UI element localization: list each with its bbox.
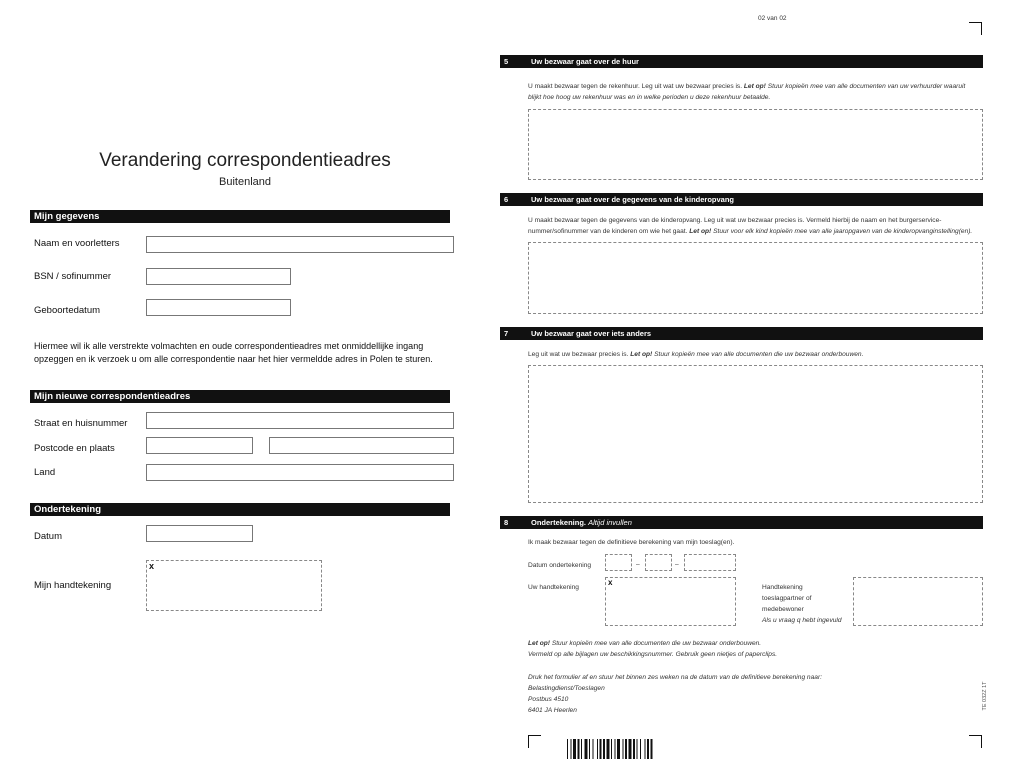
form-code: TE 032Z 1T: [982, 681, 988, 711]
date-separator: –: [675, 561, 679, 568]
postcode-label: Postcode en plaats: [34, 443, 115, 454]
section-7-instructions: Leg uit wat uw bezwaar precies is. Let op! Stuur kopieën mee van alle documenten die uw bezwaar onderbouwen.: [528, 351, 864, 358]
barcode-bar: [573, 739, 576, 759]
authorization-text-line1: Hiermee wil ik alle verstrekte volmachten en oude correspondentieadres met onmiddellijke ingang: [34, 341, 424, 351]
birthdate-field[interactable]: [146, 299, 291, 316]
section-header-nieuw-adres: Mijn nieuwe correspondentieadres: [30, 390, 450, 403]
section-header-ondertekening: Ondertekening: [30, 503, 450, 516]
barcode-bar: [647, 739, 649, 759]
section-7-textarea[interactable]: [528, 365, 983, 503]
barcode-bar: [589, 739, 590, 759]
date-label: Datum: [34, 531, 62, 542]
section-title: Ondertekening. Altijd invullen: [531, 518, 632, 527]
street-field[interactable]: [146, 412, 454, 429]
section-header-5: [500, 55, 983, 68]
authorization-text-line2: opzeggen en ik verzoek u om alle correspondentie naar het hier vermeldde adres in Polen te sturen.: [34, 354, 433, 364]
signing-date-label: Datum ondertekening: [528, 562, 592, 569]
barcode-bar: [611, 739, 612, 759]
barcode-bar: [600, 739, 602, 759]
section-8-intro: Ik maak bezwaar tegen de definitieve berekening van mijn toeslag(en).: [528, 539, 735, 546]
section-header-mijn-gegevens: Mijn gegevens: [30, 210, 450, 223]
country-label: Land: [34, 467, 56, 478]
section-8-note: Let op! Stuur kopieën mee van alle documenten die uw bezwaar onderbouwen. Vermeld op alle bijlagen uw beschikkingsnummer. Gebruik geen nietjes of paperclips.: [528, 640, 778, 658]
barcode-bar: [607, 739, 610, 759]
bsn-label: BSN / sofinummer: [34, 271, 112, 282]
section-title: Uw bezwaar gaat over iets anders: [531, 329, 652, 338]
section-6-textarea[interactable]: [528, 242, 983, 314]
barcode-bar: [597, 739, 598, 759]
postcode-field[interactable]: [146, 437, 253, 454]
partner-signature-field[interactable]: [853, 577, 983, 626]
your-signature-label: Uw handtekening: [528, 584, 579, 591]
barcode-bar: [651, 739, 653, 759]
barcode-bar: [640, 739, 641, 759]
your-signature-field[interactable]: [605, 577, 736, 626]
date-separator: –: [636, 561, 640, 568]
barcode-bar: [633, 739, 635, 759]
signing-date-month[interactable]: [645, 554, 672, 571]
crop-mark-bottom-left: [528, 735, 541, 748]
barcode-bar: [571, 739, 572, 759]
page-number: 02 van 02: [758, 15, 787, 22]
birthdate-label: Geboortedatum: [34, 305, 101, 316]
section-6-instructions: U maakt bezwaar tegen de gegevens van de kinderopvang. Leg uit wat uw bezwaar precies is. Vermeld hierbij de naam en het burgerservice- nummer/sofinummer van de kinderen om wie het gaat. Let op! Stuur voor elk kind kopieën mee van alle jaaropgaven van de kinderopvanginstelling(en).: [528, 217, 973, 235]
signature-label: Mijn handtekening: [34, 580, 112, 591]
barcode-bar: [625, 739, 627, 759]
barcode-bar: [623, 739, 624, 759]
signature-field[interactable]: [146, 560, 322, 611]
city-field[interactable]: [269, 437, 454, 454]
barcode-bar: [567, 739, 568, 759]
signature-mark: x: [149, 561, 155, 571]
section-number: 7: [504, 329, 509, 338]
barcode: [567, 739, 687, 759]
signing-date-day[interactable]: [605, 554, 632, 571]
section-title: Uw bezwaar gaat over de huur: [531, 57, 639, 66]
barcode-bar: [617, 739, 620, 759]
crop-mark-top-right: [969, 22, 982, 35]
barcode-bar: [593, 739, 594, 759]
name-field[interactable]: [146, 236, 454, 253]
section-header-6: [500, 193, 983, 206]
country-field[interactable]: [146, 464, 454, 481]
section-5-instructions: U maakt bezwaar tegen de rekenhuur. Leg uit wat uw bezwaar precies is. Let op! Stuur kopieën mee van alle documenten van uw verhuurder waaruit blijkt hoe hoog uw rekenhuur was en in welke perioden u deze rekenhuur betaalde.: [528, 83, 966, 101]
section-5-textarea[interactable]: [528, 109, 983, 180]
barcode-bar: [645, 739, 646, 759]
barcode-bar: [629, 739, 632, 759]
section-number: 8: [504, 518, 509, 527]
barcode-bar: [578, 739, 580, 759]
name-label: Naam en voorletters: [34, 238, 120, 249]
date-field[interactable]: [146, 525, 253, 542]
return-address: Druk het formulier af en stuur het binnen zes weken na de datum van de definitieve berekening naar: Belastingdienst/Toeslagen Postbus 4510 6401 JA Heerlen: [528, 674, 822, 714]
partner-signature-label: Handtekening toeslagpartner of medebewoner Als u vraag q hebt ingevuld: [762, 584, 842, 624]
barcode-bar: [585, 739, 588, 759]
section-header-7: [500, 327, 983, 340]
form-subtitle: Buitenland: [219, 176, 271, 188]
barcode-bar: [603, 739, 605, 759]
street-label: Straat en huisnummer: [34, 418, 128, 429]
section-title: Uw bezwaar gaat over de gegevens van de kinderopvang: [531, 195, 734, 204]
bsn-field[interactable]: [146, 268, 291, 285]
section-number: 6: [504, 195, 509, 204]
barcode-bar: [637, 739, 638, 759]
section-number: 5: [504, 57, 509, 66]
signing-date-year[interactable]: [684, 554, 736, 571]
barcode-bar: [581, 739, 582, 759]
section-header-8: [500, 516, 983, 529]
barcode-bar: [615, 739, 616, 759]
form-title: Verandering correspondentieadres: [99, 150, 391, 171]
crop-mark-bottom-right: [969, 735, 982, 748]
signature-mark: x: [608, 578, 613, 587]
